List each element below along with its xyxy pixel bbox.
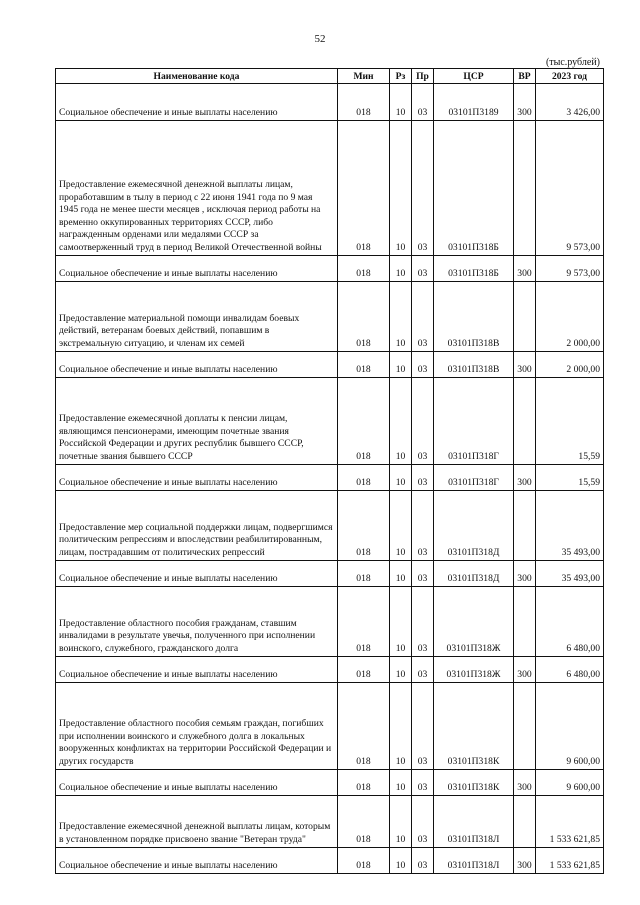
- row-name: Предоставление областного пособия гражданам, ставшим инвалидами в результате увечья, полученного при исполнении воинского, служебного, гражданского долга: [56, 587, 338, 657]
- row-amount: 1 533 621,85: [536, 848, 604, 874]
- row-name: Предоставление ежемесячной доплаты к пенсии лицам, являющимся пенсионерами, имеющим почетные звания Российской Федерации и других республик бывшего СССР, почетные звания бывшего СССР: [56, 378, 338, 465]
- row-min: 018: [338, 84, 390, 121]
- row-vr: [514, 683, 536, 770]
- row-amount: 6 480,00: [536, 657, 604, 683]
- header-vr: ВР: [514, 69, 536, 84]
- row-min: 018: [338, 121, 390, 256]
- row-csr: 03101П318В: [434, 352, 514, 378]
- row-rz: 10: [390, 282, 412, 352]
- row-name: Предоставление ежемесячной денежной выплаты лицам, которым в установленном порядке присвоено звание "Ветеран труда": [56, 796, 338, 848]
- row-vr: [514, 796, 536, 848]
- row-vr: [514, 121, 536, 256]
- row-vr: 300: [514, 465, 536, 491]
- budget-table: [55, 68, 604, 874]
- row-name: Социальное обеспечение и иные выплаты населению: [56, 84, 338, 121]
- row-vr: 300: [514, 352, 536, 378]
- table-row: [56, 561, 604, 587]
- row-pr: 03: [412, 561, 434, 587]
- row-name: Предоставление ежемесячной денежной выплаты лицам, проработавшим в тылу в период с 22 июня 1941 года по 9 мая 1945 года не менее шести месяцев , исключая период работы на временно оккупированных территориях СССР, либо награжденным орденами или медалями СССР за самоотверженный труд в период Великой Отечественной войны: [56, 121, 338, 256]
- row-name: Социальное обеспечение и иные выплаты населению: [56, 352, 338, 378]
- table-row: [56, 657, 604, 683]
- row-pr: 03: [412, 587, 434, 657]
- row-pr: 03: [412, 465, 434, 491]
- row-csr: 03101П318К: [434, 683, 514, 770]
- row-rz: 10: [390, 84, 412, 121]
- row-vr: 300: [514, 84, 536, 121]
- row-amount: 9 600,00: [536, 683, 604, 770]
- row-vr: [514, 378, 536, 465]
- row-csr: 03101П318Б: [434, 121, 514, 256]
- row-amount: 2 000,00: [536, 282, 604, 352]
- row-amount: 1 533 621,85: [536, 796, 604, 848]
- row-vr: 300: [514, 657, 536, 683]
- row-min: 018: [338, 378, 390, 465]
- row-min: 018: [338, 561, 390, 587]
- table-row: [56, 84, 604, 121]
- row-rz: 10: [390, 352, 412, 378]
- row-pr: 03: [412, 256, 434, 282]
- row-amount: 15,59: [536, 465, 604, 491]
- row-csr: 03101П318Д: [434, 561, 514, 587]
- table-header-row: [56, 69, 604, 84]
- row-pr: 03: [412, 657, 434, 683]
- header-min: Мин: [338, 69, 390, 84]
- table-row: [56, 352, 604, 378]
- row-amount: 9 600,00: [536, 770, 604, 796]
- row-csr: 03101П318Г: [434, 465, 514, 491]
- row-amount: 35 493,00: [536, 491, 604, 561]
- row-vr: [514, 491, 536, 561]
- header-year: 2023 год: [536, 69, 604, 84]
- row-csr: 03101П318К: [434, 770, 514, 796]
- row-min: 018: [338, 770, 390, 796]
- row-rz: 10: [390, 491, 412, 561]
- row-pr: 03: [412, 282, 434, 352]
- header-csr: ЦСР: [434, 69, 514, 84]
- header-pr: Пр: [412, 69, 434, 84]
- table-row: [56, 683, 604, 770]
- table-row: [56, 848, 604, 874]
- row-pr: 03: [412, 378, 434, 465]
- row-vr: 300: [514, 770, 536, 796]
- table-row: [56, 282, 604, 352]
- table-row: [56, 587, 604, 657]
- row-pr: 03: [412, 491, 434, 561]
- table-row: [56, 121, 604, 256]
- row-rz: 10: [390, 561, 412, 587]
- row-rz: 10: [390, 848, 412, 874]
- row-name: Социальное обеспечение и иные выплаты населению: [56, 465, 338, 491]
- row-vr: 300: [514, 848, 536, 874]
- row-amount: 3 426,00: [536, 84, 604, 121]
- row-csr: 03101П318Ж: [434, 657, 514, 683]
- row-csr: 03101П318Л: [434, 848, 514, 874]
- table-row: [56, 378, 604, 465]
- page-number: 52: [314, 33, 326, 45]
- row-name: Предоставление материальной помощи инвалидам боевых действий, ветеранам боевых действий, попавшим в экстремальную ситуацию, и членам их семей: [56, 282, 338, 352]
- header-name: Наименование кода: [56, 69, 338, 84]
- row-csr: 03101П318Д: [434, 491, 514, 561]
- row-min: 018: [338, 796, 390, 848]
- row-vr: [514, 282, 536, 352]
- table-row: [56, 256, 604, 282]
- row-rz: 10: [390, 770, 412, 796]
- row-pr: 03: [412, 848, 434, 874]
- table-row: [56, 491, 604, 561]
- row-amount: 9 573,00: [536, 256, 604, 282]
- row-min: 018: [338, 352, 390, 378]
- row-name: Социальное обеспечение и иные выплаты населению: [56, 657, 338, 683]
- row-pr: 03: [412, 796, 434, 848]
- row-amount: 6 480,00: [536, 587, 604, 657]
- row-min: 018: [338, 491, 390, 561]
- row-rz: 10: [390, 121, 412, 256]
- row-csr: 03101П3189: [434, 84, 514, 121]
- row-name: Социальное обеспечение и иные выплаты населению: [56, 848, 338, 874]
- row-csr: 03101П318В: [434, 282, 514, 352]
- row-csr: 03101П318Г: [434, 378, 514, 465]
- row-rz: 10: [390, 796, 412, 848]
- table-row: [56, 770, 604, 796]
- row-rz: 10: [390, 465, 412, 491]
- row-amount: 2 000,00: [536, 352, 604, 378]
- row-rz: 10: [390, 378, 412, 465]
- row-name: Социальное обеспечение и иные выплаты населению: [56, 561, 338, 587]
- row-name: Социальное обеспечение и иные выплаты населению: [56, 256, 338, 282]
- row-min: 018: [338, 683, 390, 770]
- row-rz: 10: [390, 587, 412, 657]
- row-csr: 03101П318Л: [434, 796, 514, 848]
- row-min: 018: [338, 657, 390, 683]
- row-csr: 03101П318Ж: [434, 587, 514, 657]
- row-rz: 10: [390, 256, 412, 282]
- row-amount: 9 573,00: [536, 121, 604, 256]
- row-min: 018: [338, 282, 390, 352]
- row-min: 018: [338, 587, 390, 657]
- row-amount: 35 493,00: [536, 561, 604, 587]
- row-rz: 10: [390, 657, 412, 683]
- header-rz: Рз: [390, 69, 412, 84]
- row-pr: 03: [412, 121, 434, 256]
- table-row: [56, 465, 604, 491]
- row-pr: 03: [412, 770, 434, 796]
- row-pr: 03: [412, 84, 434, 121]
- row-min: 018: [338, 848, 390, 874]
- row-vr: 300: [514, 256, 536, 282]
- row-pr: 03: [412, 683, 434, 770]
- row-name: Социальное обеспечение и иные выплаты населению: [56, 770, 338, 796]
- row-pr: 03: [412, 352, 434, 378]
- row-csr: 03101П318Б: [434, 256, 514, 282]
- row-name: Предоставление областного пособия семьям граждан, погибших при исполнении воинского и служебного долга в локальных вооруженных конфликтах на территории Российской Федерации и других государств: [56, 683, 338, 770]
- row-vr: 300: [514, 561, 536, 587]
- table-row: [56, 796, 604, 848]
- row-amount: 15,59: [536, 378, 604, 465]
- row-min: 018: [338, 256, 390, 282]
- row-vr: [514, 587, 536, 657]
- units-label: (тыс.рублей): [545, 57, 600, 68]
- table-body: [56, 84, 604, 874]
- row-rz: 10: [390, 683, 412, 770]
- row-name: Предоставление мер социальной поддержки лицам, подвергшимся политическим репрессиям и впоследствии реабилитированным, лицам, пострадавшим от политических репрессий: [56, 491, 338, 561]
- row-min: 018: [338, 465, 390, 491]
